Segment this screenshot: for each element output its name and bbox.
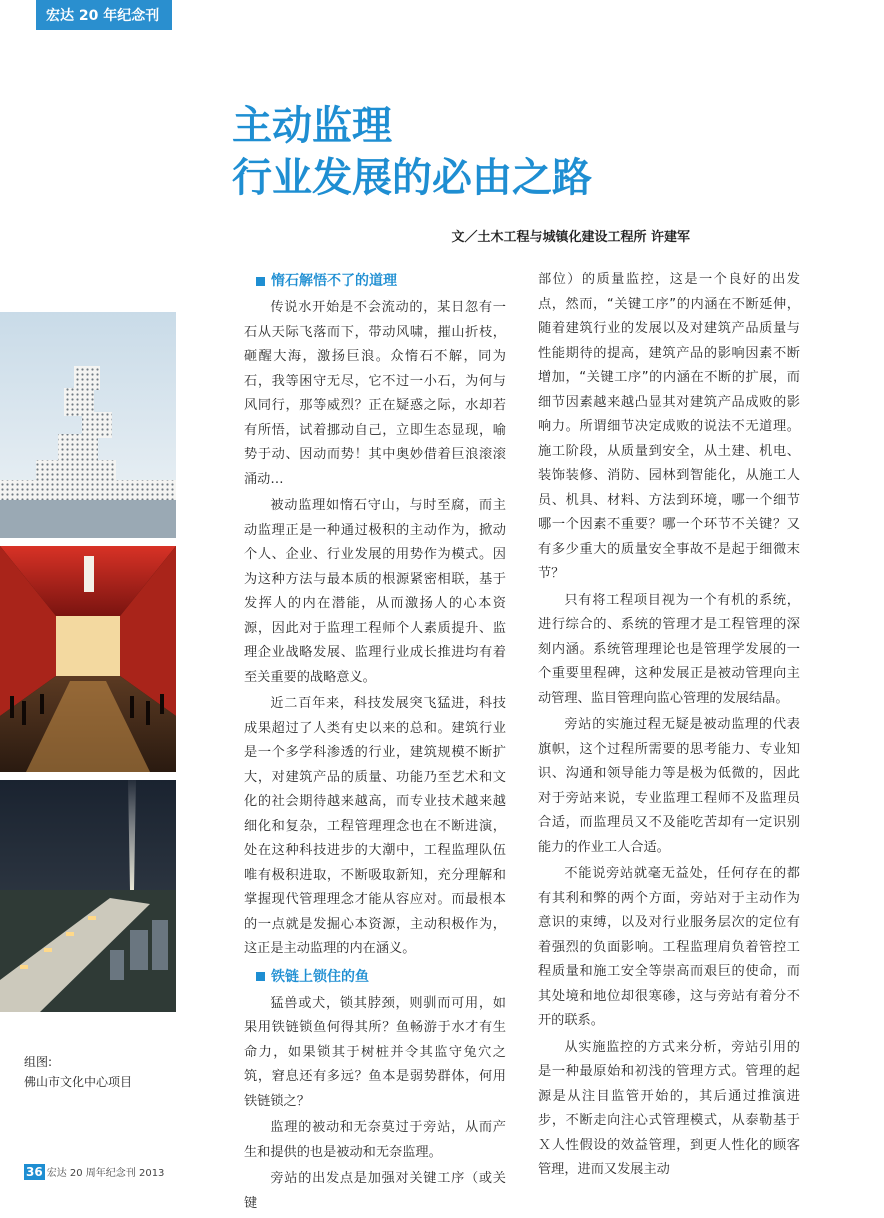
- left-text-column: [244, 268, 506, 1218]
- section-heading-2-text: 铁链上锁住的鱼: [271, 968, 369, 985]
- photo-tower-rendering: [0, 312, 176, 538]
- photo-caption: [24, 1052, 132, 1092]
- paragraph: 监理的被动和无奈莫过于旁站，从而产生和提供的也是被动和无奈监理。: [244, 1120, 506, 1160]
- byline: 文／土木工程与城镇化建设工程所 许建军: [451, 230, 690, 245]
- title-line-1: 主动监理: [232, 102, 392, 149]
- paragraph: 猛兽或犬，锁其脖颈，则驯而可用，如果用铁链锁鱼何得其所？鱼畅游于水才有生命力，如果锁其于树桩并令其监守兔穴之筑，窘息还有多远？鱼本是弱势群体，何用铁链锁之？: [244, 995, 506, 1109]
- paragraph: 从实施监控的方式来分析，旁站引用的是一种最原始和初浅的管理方式。管理的起源是从注目监管开始的，其后通过推演进步，不断走向注心式管理模式，从泰勒基于Ｘ人性假设的效益管理，到更人性化的顾客管理，进而又发展主动: [538, 1039, 800, 1177]
- journal-header-tab: 宏达 20 年纪念刊: [36, 0, 172, 30]
- paragraph: 旁站的出发点是加强对关键工序（或关键: [244, 1171, 506, 1211]
- section-heading-1-text: 惰石解悟不了的道理: [271, 273, 397, 289]
- caption-line-2: 佛山市文化中心项目: [24, 1075, 133, 1089]
- paragraph: 被动监理如惰石守山，与时至腐，而主动监理正是一种通过极积的主动作为，掀动个人、企业、行业发展的用势作为模式。因为这种方法与最本质的根源紧密相联，基于发挥人的内在潜能，从而激扬人的心本资源，因此对于监理工程师个人素质提升、监理企业战略发展、监理行业成长推进均有着至关重要的战略意义。: [244, 498, 506, 685]
- title-line-2: 行业发展的必由之路: [232, 154, 592, 201]
- paragraph: 部位）的质量监控，这是一个良好的出发点，然而，“关键工序”的内涵在不断延伸，随着建筑行业的发展以及对建筑产品质量与性能期待的提高，建筑产品的影响因素不断增加，“关键工序”的内涵在不断的扩展，而细节因素越来越凸显其对建筑产品成败的影响力。所谓细节决定成败的说法不无道理。施工阶段，从质量到安全，从土建、机电、装饰装修、消防、园林到智能化，从施工人员、机具、材料、方法到环境，哪一个细节哪一个因素不重要？哪一个环节不关键？又有多少重大的质量安全事故不是起于细微末节？: [538, 272, 800, 581]
- photo-atrium-interior: [0, 546, 176, 772]
- footer-text: 宏达 20 周年纪念刊 2013: [46, 1168, 165, 1179]
- right-text-column: [538, 268, 800, 1185]
- section-heading-1: [256, 268, 506, 294]
- page-number: 36: [26, 1165, 43, 1179]
- page-footer: [24, 1164, 164, 1180]
- paragraph: 不能说旁站就毫无益处，任何存在的都有其利和弊的两个方面，旁站对于主动作为意识的束缚，以及对行业服务层次的定位有着强烈的负面影响。工程监理肩负着管控工程质量和施工安全等崇高而艰巨的使命，而其处境和地位却很寒碜，这与旁站有着分不开的联系。: [538, 866, 800, 1028]
- square-bullet-icon: [256, 972, 265, 981]
- paragraph: 传说水开始是不会流动的，某日忽有一石从天际飞落而下，带动风啸，摧山折枝，砸醒大海，激扬巨浪。众惰石不解，同为石，我等困守无尽，它不过一小石，为何与风同行，那等威烈？正在疑惑之际，水却若有所悟，试着挪动自己，立即生态显现，喻势于动、因动而势！其中奥妙借着巨浪滚滚涌动…: [244, 300, 506, 487]
- photo-night-aerial: [0, 780, 176, 1012]
- paragraph: 只有将工程项目视为一个有机的系统，进行综合的、系统的管理才是工程管理的深刻内涵。系统管理理论也是管理学发展的一个重要里程碑，这种发展正是被动管理向主动管理、监目管理向监心管理的发展结晶。: [538, 592, 800, 706]
- square-bullet-icon: [256, 277, 265, 286]
- article-title: [232, 100, 592, 204]
- paragraph: 近二百年来，科技发展突飞猛进，科技成果超过了人类有史以来的总和。建筑行业是一个多学科渗透的行业，建筑规模不断扩大，对建筑产品的质量、功能乃至艺术和文化的社会期待越来越高，而专业技术越来越细化和复杂，工程管理理念也在不断进演，处在这种科技进步的大潮中，工程监理队伍唯有极积进取，不断吸取新知，充分理解和掌握现代管理理念才能从容应对。而最根本的一点就是发掘心本资源，主动积极作为，这正是主动监理的内在涵义。: [244, 696, 506, 956]
- paragraph: 旁站的实施过程无疑是被动监理的代表旗帜，这个过程所需要的思考能力、专业知识、沟通和领导能力等是极为低微的，因此对于旁站来说，专业监理工程师不及监理员合适，而监理员又不及能吃苦却有一定识别能力的作业工人合适。: [538, 717, 800, 855]
- section-heading-2: [256, 964, 506, 990]
- caption-line-1: 组图:: [24, 1055, 53, 1069]
